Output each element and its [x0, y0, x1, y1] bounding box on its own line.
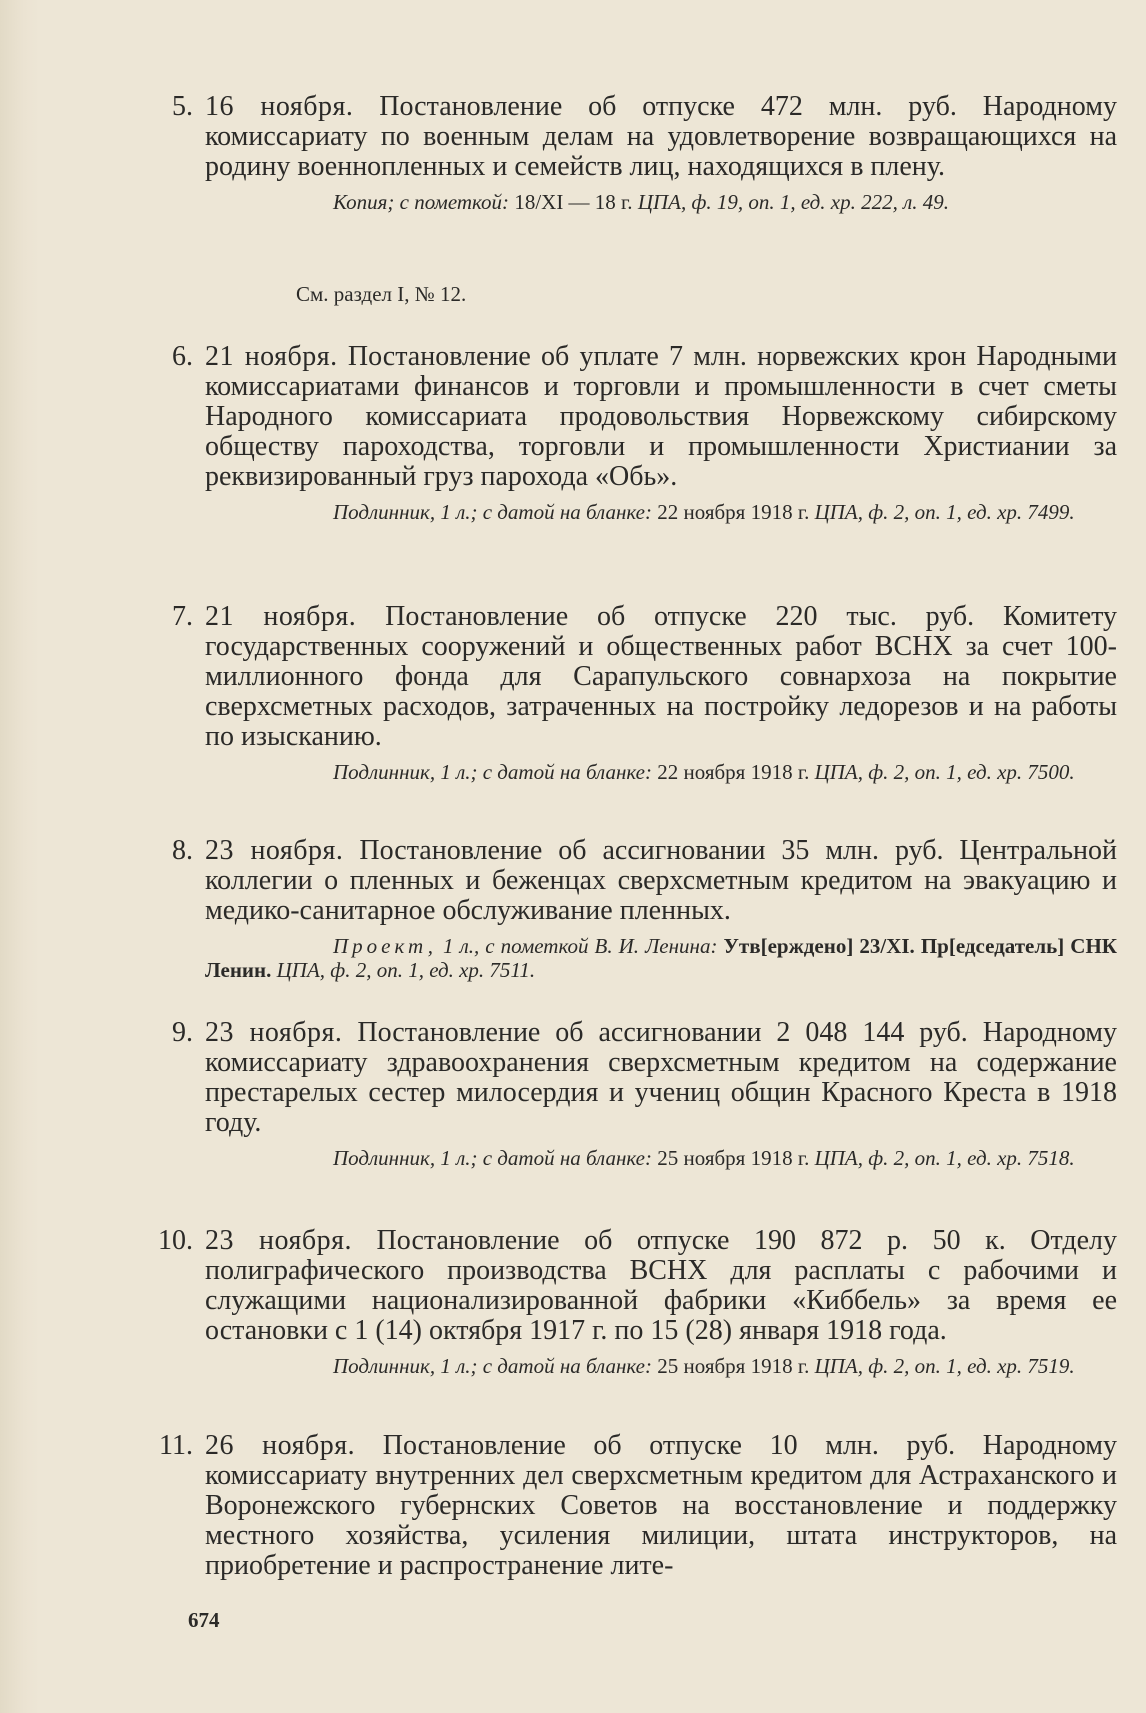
entry-11	[159, 1430, 1117, 1581]
entry-6	[172, 341, 1117, 524]
entry-text	[205, 602, 1117, 752]
source-date: 25 ноября 1918 г.	[657, 1146, 810, 1170]
entry-text	[205, 342, 1117, 492]
source-note: 1 л., с пометкой В. И. Ленина:	[443, 934, 718, 958]
entry-date: 23 ноября.	[205, 835, 344, 866]
page-edge	[0, 0, 40, 1713]
entry-text	[205, 1226, 1117, 1346]
source-note: Подлинник, 1 л.; с датой на бланке:	[333, 760, 652, 784]
entry-text	[205, 92, 1117, 182]
source-ref: ЦПА, ф. 2, оп. 1, ед. хр. 7500.	[814, 760, 1075, 784]
page-number: 674	[188, 1608, 220, 1632]
entry-number: 11.	[159, 1430, 193, 1461]
entry-text	[205, 836, 1117, 926]
source-ref: ЦПА, ф. 19, оп. 1, ед. хр. 222, л. 49.	[637, 190, 950, 214]
entry-source	[205, 934, 1117, 982]
entry-body: Постановление об отпуске 10 млн. руб. Народному комиссариату внутренних дел сверхсметным кредитом для Астраханского и Воронежского губернских Советов на восстановление и поддержку местного хозяйства, усиления милиции, штата инструкторов, на приобретение и распространение лите-	[205, 1430, 1117, 1581]
entry-9	[172, 1017, 1117, 1170]
see-also: См. раздел I, № 12.	[296, 282, 467, 306]
source-resolution: Утв[ерждено] 23/XI. Пр[едседатель] СНК Ленин.	[205, 934, 1118, 982]
entry-source	[205, 1146, 1117, 1170]
source-date: 25 ноября 1918 г.	[657, 1354, 810, 1378]
source-ref: ЦПА, ф. 2, оп. 1, ед. хр. 7518.	[814, 1146, 1075, 1170]
source-date: 22 ноября 1918 г.	[657, 500, 810, 524]
source-ref: ЦПА, ф. 2, оп. 1, ед. хр. 7519.	[814, 1354, 1075, 1378]
entry-body: Постановление об ассигновании 35 млн. руб. Центральной коллегии о пленных и беженцах сверхсметным кредитом на эвакуацию и медико-санитарное обслуживание пленных.	[205, 835, 1117, 926]
source-draft-label: Проект,	[333, 934, 437, 958]
entry-10	[158, 1225, 1118, 1378]
entry-date: 23 ноября.	[205, 1017, 343, 1048]
entry-body: Постановление об отпуске 472 млн. руб. Народному комиссариату по военным делам на удовлетворение возвращающихся на родину военнопленных и семейств лиц, находящихся в плену.	[205, 91, 1117, 182]
entry-5	[172, 91, 1117, 214]
entry-text	[205, 1431, 1117, 1581]
entry-source	[205, 190, 1117, 214]
entry-number: 5.	[172, 91, 193, 122]
entry-body: Постановление об ассигновании 2 048 144 руб. Народному комиссариату здравоохранения сверхсметным кредитом на содержание престарелых сестер милосердия и учениц общин Красного Креста в 1918 году.	[205, 1017, 1117, 1138]
source-note: Копия; с пометкой:	[333, 190, 510, 214]
entry-date: 16 ноября.	[205, 91, 354, 122]
entry-number: 10.	[158, 1225, 193, 1256]
entry-8	[172, 835, 1118, 982]
entry-number: 7.	[172, 601, 193, 632]
source-date: 22 ноября 1918 г.	[657, 760, 810, 784]
source-date: 18/XI — 18 г.	[514, 190, 633, 214]
entry-number: 8.	[172, 835, 193, 866]
entry-7	[172, 601, 1117, 784]
entry-source	[205, 760, 1117, 784]
entry-body: Постановление об отпуске 220 тыс. руб. Комитету государственных сооружений и общественных работ ВСНХ за счет 100-миллионного фонда для Сарапульского совнархоза на покрытие сверхсметных расходов, затраченных на постройку ледорезов и на работы по изысканию.	[205, 601, 1117, 752]
entry-number: 6.	[172, 341, 193, 372]
source-ref: ЦПА, ф. 2, оп. 1, ед. хр. 7511.	[276, 958, 536, 982]
source-note: Подлинник, 1 л.; с датой на бланке:	[333, 500, 652, 524]
source-note: Подлинник, 1 л.; с датой на бланке:	[333, 1354, 652, 1378]
entry-source	[205, 1354, 1117, 1378]
entry-date: 21 ноября.	[205, 601, 357, 632]
entry-date: 21 ноября.	[205, 341, 338, 372]
source-ref: ЦПА, ф. 2, оп. 1, ед. хр. 7499.	[814, 500, 1075, 524]
entry-date: 23 ноября.	[205, 1225, 352, 1256]
entry-body: Постановление об отпуске 190 872 р. 50 к. Отделу полиграфического производства ВСНХ для расплаты с рабочими и служащими национализированной фабрики «Киббель» за время ее остановки с 1 (14) октября 1917 г. по 15 (28) января 1918 года.	[205, 1225, 1118, 1346]
source-note: Подлинник, 1 л.; с датой на бланке:	[333, 1146, 652, 1170]
entry-number: 9.	[172, 1017, 193, 1048]
entry-text	[205, 1018, 1117, 1138]
entry-date: 26 ноября.	[205, 1430, 356, 1461]
entry-source	[205, 500, 1117, 524]
entry-body: Постановление об уплате 7 млн. норвежских крон Народными комиссариатами финансов и торговли и промышленности в счет сметы Народного комиссариата продовольствия Норвежскому сибирскому обществу пароходства, торговли и промышленности Христиании за реквизированный груз парохода «Обь».	[205, 341, 1117, 492]
